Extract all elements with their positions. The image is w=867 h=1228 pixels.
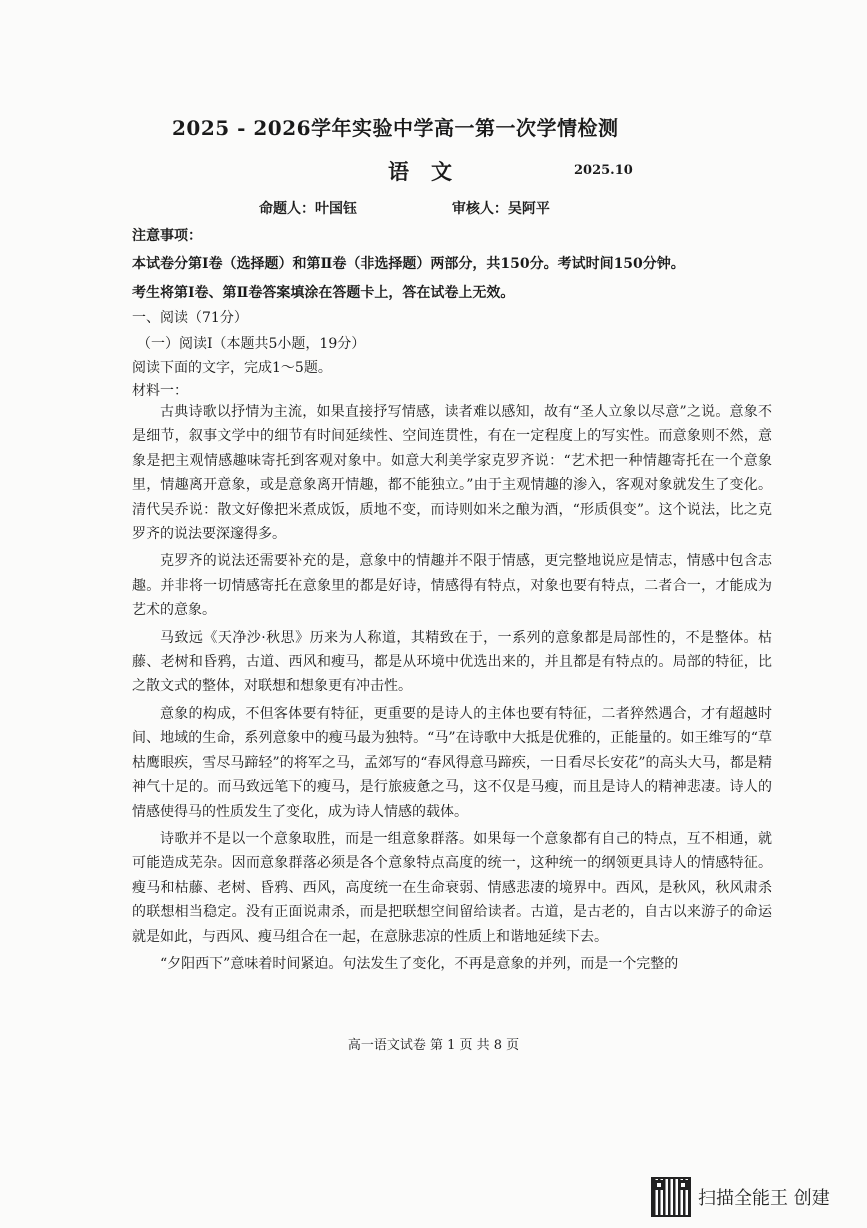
paragraph: “夕阳西下”意味着时间紧迫。句法发生了变化，不再是意象的并列，而是一个完整的 xyxy=(160,955,679,972)
reading-instruction: 阅读下面的文字，完成1～5题。 xyxy=(132,360,332,376)
subsection-heading: （一）阅读Ⅰ（本题共5小题，19分） xyxy=(137,336,366,352)
setter-name: 命题人：叶国钰 xyxy=(259,201,357,217)
exam-title: 2025 - 2026学年实验中学高一第一次学情检测 xyxy=(172,116,619,140)
qr-code-icon xyxy=(651,1177,691,1217)
scanner-watermark: 扫描全能王 创建 xyxy=(698,1188,830,1209)
paragraph: 马致远《天净沙·秋思》历来为人称道，其精致在于，一系列的意象都是局部性的，不是整体。枯藤、老树和昏鸦，古道、西风和瘦马，都是从环境中优选出来的，并且都是有特点的。局部的特征，比之散文式的整体，对联想和想象更有冲击性。 xyxy=(132,629,772,695)
material-label: 材料一： xyxy=(132,383,188,399)
paragraph: 古典诗歌以抒情为主流，如果直接抒写情感，读者难以感知，故有“圣人立象以尽意”之说。意象不是细节，叙事文学中的细节有时间延续性、空间连贯性，有在一定程度上的写实性。而意象则不然，意象是把主观情感趣味寄托到客观对象中。如意大利美学家克罗齐说：“艺术把一种情趣寄托在一个意象里，情趣离开意象，或是意象离开情趣，都不能独立。”由于主观情趣的渗入，客观对象就发生了变化。清代吴乔说：散文好像把米煮成饭，质地不变，而诗则如米之酿为酒，“形质俱变”。这个说法，比之克罗齐的说法要深邃得多。 xyxy=(132,404,772,543)
reading-passage xyxy=(132,400,772,979)
reviewer-name: 审核人：吴阿平 xyxy=(451,201,550,217)
part-heading: 一、阅读（71分） xyxy=(132,310,248,326)
notice-heading: 注意事项： xyxy=(132,228,202,244)
author-line xyxy=(259,198,659,218)
notice-rule-2: 考生将第Ⅰ卷、第Ⅱ卷答案填涂在答题卡上，答在试卷上无效。 xyxy=(132,285,515,301)
paragraph: 诗歌并不是以一个意象取胜，而是一组意象群落。如果每一个意象都有自己的特点，互不相通，就可能造成芜杂。因而意象群落必须是各个意象特点高度的统一，这种统一的纲领更具诗人的情感特征。瘦马和枯藤、老树、昏鸦、西风，高度统一在生命衰弱、情感悲凄的境界中。西风，是秋风，秋风肃杀的联想相当稳定。没有正面说肃杀，而是把联想空间留给读者。古道，是古老的，自古以来游子的命运就是如此，与西风、瘦马组合在一起，在意脉悲凉的性质上和谐地延续下去。 xyxy=(132,830,772,945)
paragraph: 克罗齐的说法还需要补充的是，意象中的情趣并不限于情感，更完整地说应是情志，情感中包含志趣。并非将一切情感寄托在意象里的都是好诗，情感得有特点，对象也要有特点，二者合一，才能成为艺术的意象。 xyxy=(132,553,772,619)
notice-rule-1: 本试卷分第Ⅰ卷（选择题）和第Ⅱ卷（非选择题）两部分，共150分。考试时间150分钟。 xyxy=(132,256,685,272)
paragraph: 意象的构成，不但客体要有特征，更重要的是诗人的主体也要有特征，二者猝然遇合，才有超越时间、地域的生命，系列意象中的瘦马最为独特。“马”在诗歌中大抵是优雅的，正能量的。如王维写的“草枯鹰眼疾，雪尽马蹄轻”的将军之马，孟郊写的“春风得意马蹄疾，一日看尽长安花”的高头大马，都是精神气十足的。而马致远笔下的瘦马，是行旅疲惫之马，这不仅是马瘦，而且是诗人的精神悲凄。诗人的情感使得马的性质发生了变化，成为诗人情感的载体。 xyxy=(132,705,772,820)
page-footer: 高一语文试卷 第 1 页 共 8 页 xyxy=(347,1038,520,1053)
exam-date: 2025.10 xyxy=(574,163,633,178)
subject-heading: 语文 xyxy=(388,159,474,184)
